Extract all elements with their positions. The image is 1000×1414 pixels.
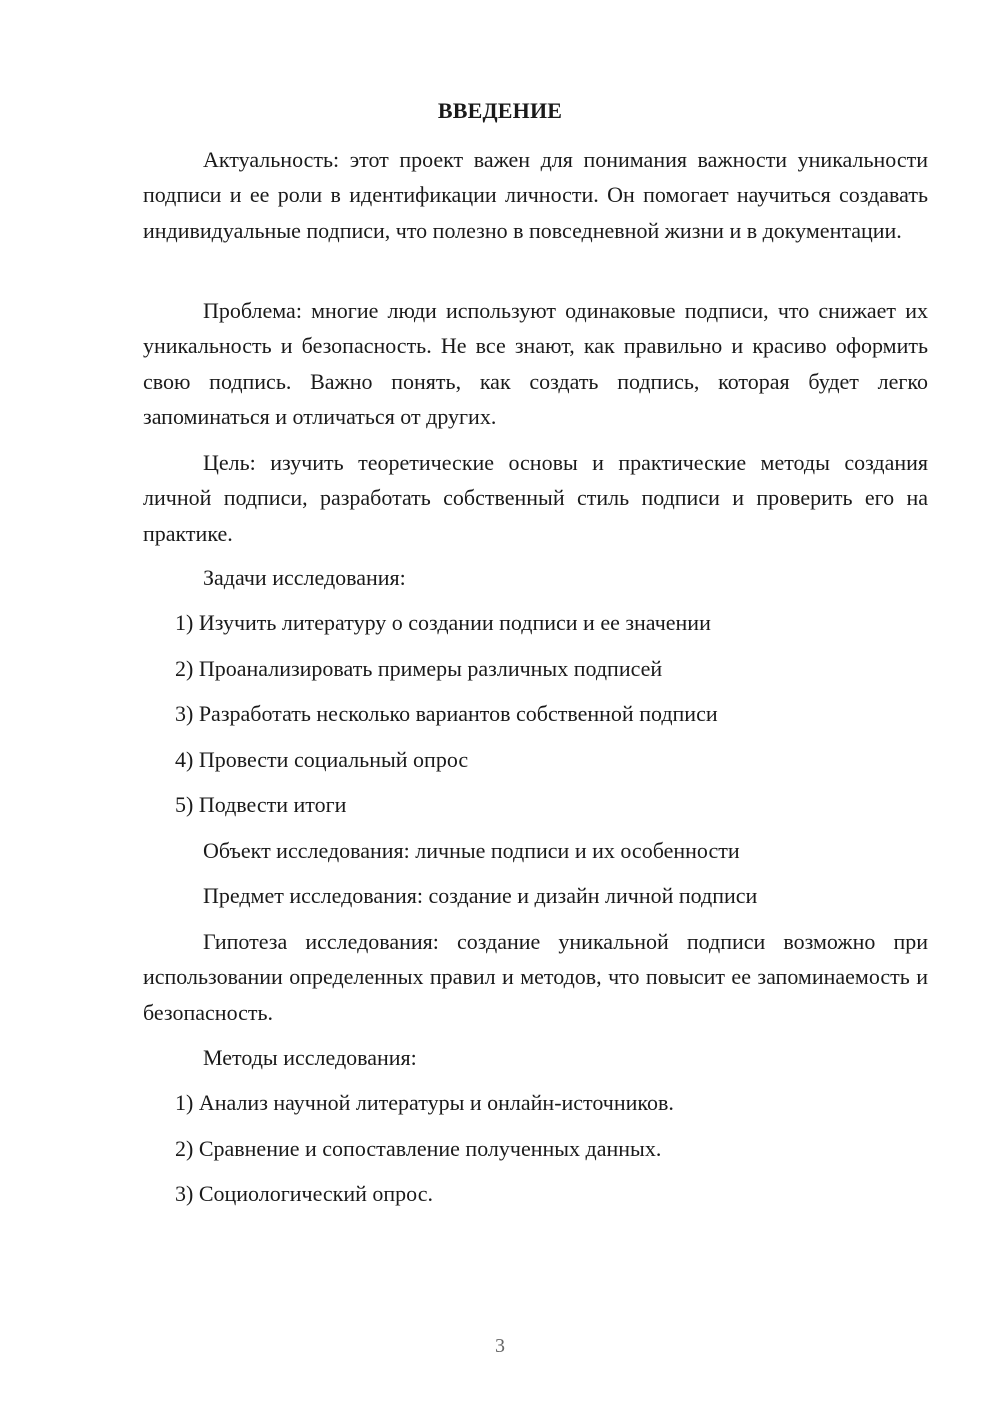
task-item: 3) Разработать несколько вариантов собственной подписи — [175, 701, 718, 726]
tasks-heading: Задачи исследования: — [203, 565, 406, 590]
methods-heading: Методы исследования: — [203, 1045, 417, 1070]
research-object: Объект исследования: личные подписи и их особенности — [203, 838, 740, 863]
goal-paragraph: Цель: изучить теоретические основы и практические методы создания личной подписи, разработать собственный стиль подписи и проверить его на практике. — [143, 450, 928, 546]
research-subject: Предмет исследования: создание и дизайн личной подписи — [203, 883, 758, 908]
task-item: 4) Провести социальный опрос — [175, 747, 469, 772]
page-title: ВВЕДЕНИЕ — [437, 98, 563, 123]
hypothesis-paragraph: Гипотеза исследования: создание уникальной подписи возможно при использовании определенных правил и методов, что повысит ее запоминаемость и безопасность. — [143, 929, 928, 1025]
problem-paragraph: Проблема: многие люди используют одинаковые подписи, что снижает их уникальность и безопасность. Не все знают, как правильно и красиво оформить свою подпись. Важно понять, как создать подпись, которая будет легко запоминаться и отличаться от других. — [143, 298, 928, 430]
task-item: 1) Изучить литературу о создании подписи и ее значении — [175, 610, 711, 635]
task-item: 2) Проанализировать примеры различных подписей — [175, 656, 663, 681]
method-item: 2) Сравнение и сопоставление полученных данных. — [175, 1136, 662, 1161]
task-item: 5) Подвести итоги — [175, 792, 347, 817]
page-number: 3 — [495, 1335, 505, 1357]
method-item: 3) Социологический опрос. — [175, 1181, 433, 1206]
relevance-paragraph: Актуальность: этот проект важен для понимания важности уникальности подписи и ее роли в идентификации личности. Он помогает научиться создавать индивидуальные подписи, что полезно в повседневной жизни и в документации. — [143, 147, 928, 243]
method-item: 1) Анализ научной литературы и онлайн-источников. — [175, 1090, 674, 1115]
